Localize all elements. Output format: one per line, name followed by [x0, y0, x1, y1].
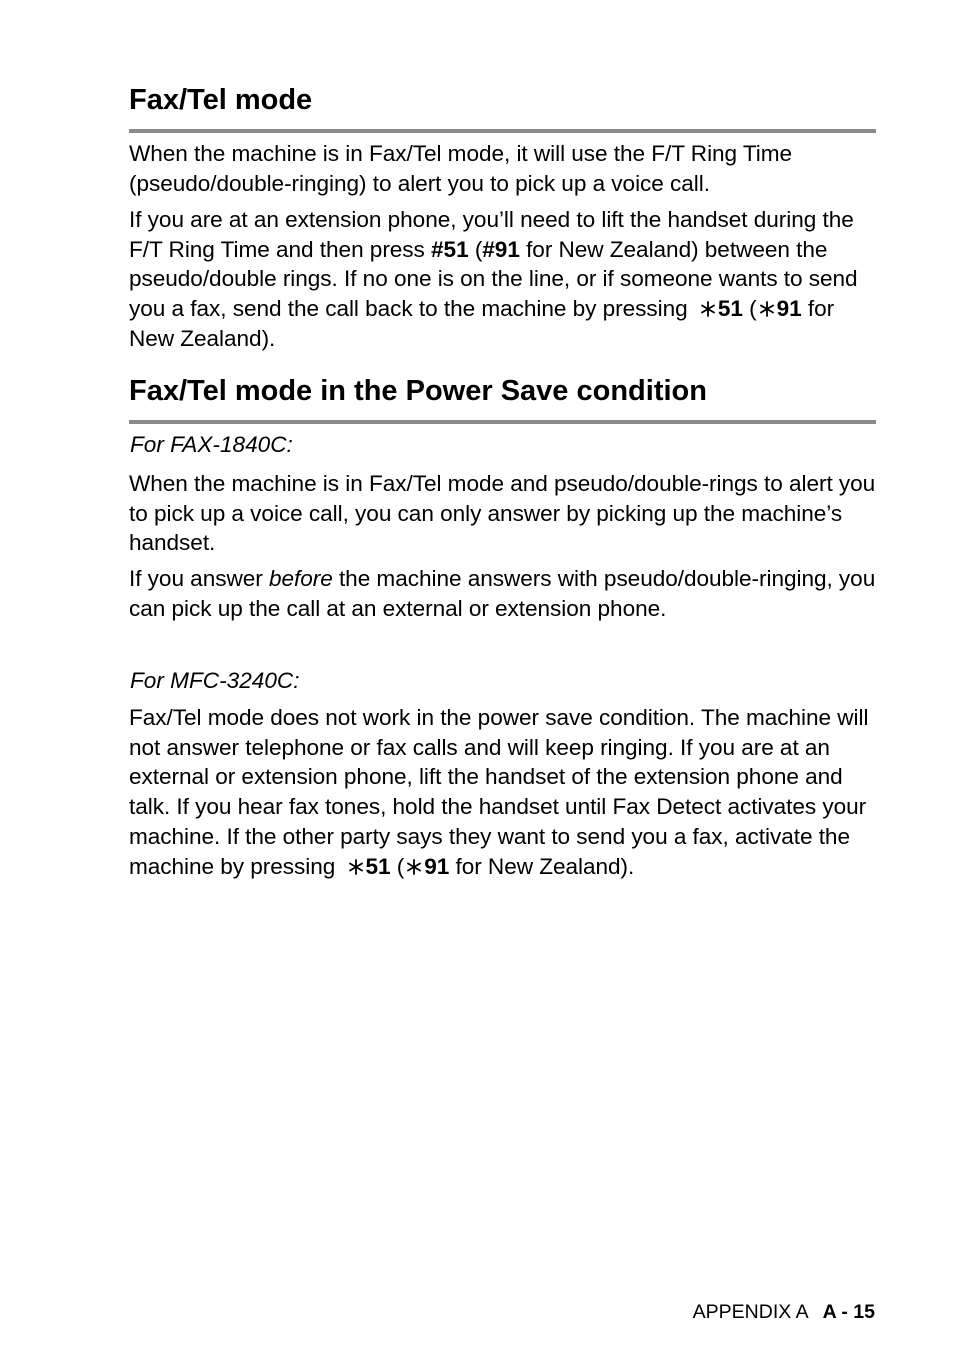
paragraph	[129, 139, 876, 198]
key-code: #91	[482, 236, 520, 262]
key-code: 91	[776, 296, 802, 322]
paragraph	[129, 564, 876, 623]
star-key-icon	[700, 301, 716, 317]
paragraph-text: When the machine is in Fax/Tel mode, it will use the F/T Ring Time (pseudo/double-ringing) to alert you to pick up a voice call.	[129, 141, 793, 196]
text-run: Fax/Tel mode does not work in the power save condition. The machine will not answer telephone or fax calls and will keep ringing. If you are at an external or extension phone, lift the handset of the extension phone and talk. If you hear fax tones, hold the handset until Fax Detect activates your machine. If the other party says they want to send you a fax, activate the machine by pressing	[129, 705, 869, 879]
model-subheading: For FAX-1840C:	[130, 432, 293, 457]
star-key-icon	[759, 301, 775, 317]
emphasis: before	[268, 566, 333, 591]
paragraph-text	[129, 564, 876, 623]
key-code: 51	[365, 853, 391, 879]
paragraph	[129, 703, 876, 881]
key-code: #51	[431, 236, 469, 262]
star-key-icon	[348, 859, 364, 875]
paragraph-text	[129, 703, 876, 881]
text-run: for New Zealand).	[449, 853, 635, 879]
key-code: 51	[717, 296, 743, 322]
text-run: the machine answers with pseudo/double-ringing, you can pick up the call at an external or extension phone.	[129, 566, 876, 621]
paragraph-text: When the machine is in Fax/Tel mode and pseudo/double-rings to alert you to pick up a voice call, you can only answer by picking up the machine’s handset.	[129, 471, 876, 556]
text-run: for New Zealand).	[129, 296, 835, 351]
footer-section-label: APPENDIX A	[692, 1301, 809, 1323]
page-number: A - 15	[822, 1301, 875, 1323]
section-heading-fax-tel-mode: Fax/Tel mode	[129, 83, 876, 133]
star-key-icon	[406, 859, 422, 875]
text-run: If you answer	[129, 566, 269, 591]
key-code: 91	[424, 853, 450, 879]
paragraph	[129, 469, 876, 558]
page-footer	[693, 1300, 875, 1324]
text-run: (	[468, 236, 483, 262]
model-subheading: For MFC-3240C:	[130, 668, 300, 693]
text-run: (	[390, 853, 405, 879]
text-run: If you are at an extension phone, you’ll need to lift the handset during the F/T Ring Time and then press	[129, 207, 854, 262]
text-run: for New Zealand) between the pseudo/double rings. If no one is on the line, or if someone wants to send you a fax, send the call back to the machine by pressing	[129, 236, 858, 322]
text-run: (	[742, 296, 757, 322]
section-heading-power-save: Fax/Tel mode in the Power Save condition	[129, 374, 876, 424]
paragraph-text	[129, 205, 876, 354]
paragraph	[129, 205, 876, 354]
